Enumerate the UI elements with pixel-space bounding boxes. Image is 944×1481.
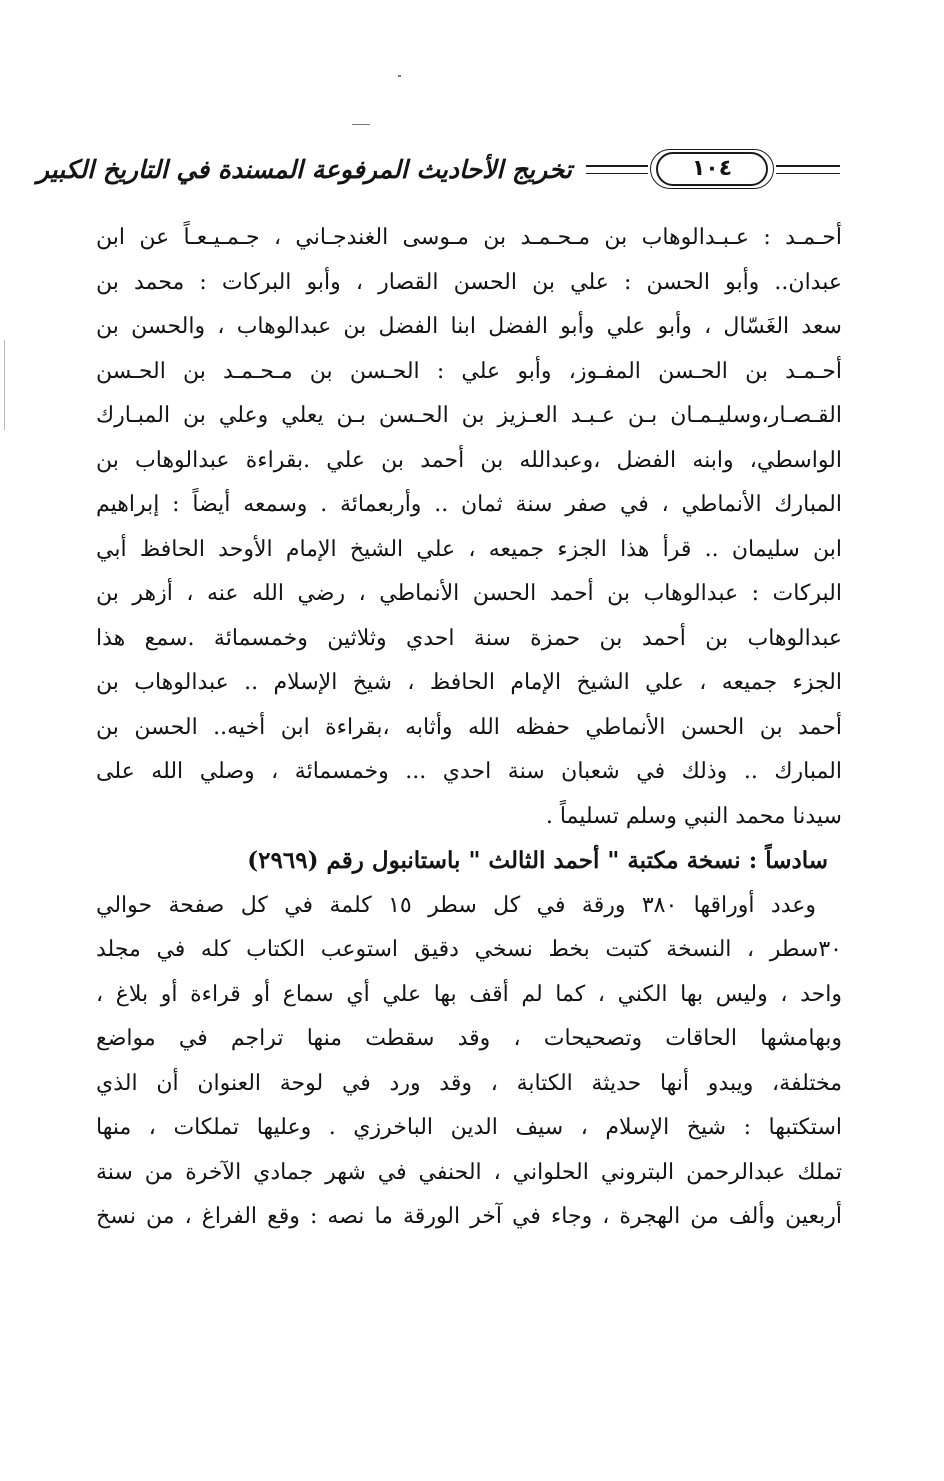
text-line: وعدد أوراقها ٣٨٠ ورقة في كل سطر ١٥ كلمة في كل صفحة حوالي xyxy=(96,892,816,918)
text-line: الواسطي، وابنه الفضل ،وعبدالله بن أحمد بن علي .بقراءة عبدالوهاب بن xyxy=(96,447,842,473)
text-line: سيدنا محمد النبي وسلم تسليماً . xyxy=(545,803,842,829)
scan-speck xyxy=(398,75,401,77)
header-title: تخريج الأحاديث المرفوعة المسندة في التاريخ الكبير xyxy=(36,155,572,184)
text-line: ٣٠سطر ، النسخة كتبت بخط نسخي دقيق استوعب الكتاب كله في مجلد xyxy=(96,937,842,962)
section-heading: سادساً : نسخة مكتبة " أحمد الثالث " باستانبول رقم (٢٩٦٩) xyxy=(247,847,828,874)
text-line: البركات : عبدالوهاب بن أحمد الحسن الأنماطي ، رضي الله عنه ، أزهر بن xyxy=(96,581,842,606)
text-line: أحـمـد : عـبـدالوهاب بن مـحـمـد بن مـوسى الغندجـاني ، جـمـيـعـاً عن ابن xyxy=(96,225,842,250)
text-line: أحـمـد بن الحـسن المفـوز، وأبو علي : الحـسن بن مـحـمـد بن الحـسن xyxy=(96,358,842,384)
header-rule-right xyxy=(776,165,840,174)
text-line: استكتبها : شيخ الإسلام ، سيف الدين الباخرزي . وعليها تملكات ، منها xyxy=(96,1115,842,1140)
text-line: المبارك .. وذلك في شعبان سنة احدي ... وخمسمائة ، وصلي الله على xyxy=(96,759,842,784)
body-text xyxy=(96,216,842,1240)
page-number: ١٠٤ xyxy=(691,156,733,181)
text-line: واحد ، وليس بها الكني ، كما لم أقف بها علي أي سماع أو قراءة أو بلاغ ، xyxy=(96,981,842,1007)
text-line: وبهامشها الحاقات وتصحيحات ، وقد سقطت منها تراجم في مواضع xyxy=(96,1026,842,1051)
scan-speck xyxy=(352,124,370,125)
text-line: المبارك الأنماطي ، في صفر سنة ثمان .. وأربعمائة . وسمعه أيضاً : إبراهيم xyxy=(96,492,842,517)
page-number-badge xyxy=(656,152,768,186)
header-rule-left xyxy=(586,165,648,174)
text-line: أحمد بن الحسن الأنماطي حفظه الله وأثابه ،بقراءة ابن أخيه.. الحسن بن xyxy=(96,714,842,740)
text-line: عبدالوهاب بن أحمد بن حمزة سنة احدي وثلاثين وخمسمائة .سمع هذا xyxy=(96,625,842,651)
text-line: تملك عبدالرحمن البتروني الحلواني ، الحنفي في شهر جمادي الآخرة من سنة xyxy=(96,1159,842,1185)
running-header xyxy=(36,150,840,194)
text-line: الجزء جميعه ، علي الشيخ الإمام الحافظ ، شيخ الإسلام .. عبدالوهاب بن xyxy=(96,670,842,695)
text-line: سعد الغَسّال ، وأبو علي وأبو الفضل ابنا الفضل بن عبدالوهاب ، والحسن بن xyxy=(96,314,842,339)
text-line: ابن سليمان .. قرأ هذا الجزء جميعه ، علي الشيخ الإمام الأوحد الحافظ أبي xyxy=(96,536,842,562)
scan-speck xyxy=(4,340,5,430)
text-line: مختلفة، ويبدو أنها حديثة الكتابة ، وقد ورد في لوحة العنوان أن الذي xyxy=(96,1070,842,1096)
text-line: القـصـار،وسليـمـان بـن عـبـد العـزيز بن الحـسن بـن يعلي وعلي بن المبـارك xyxy=(96,403,842,428)
text-line: عبدان.. وأبو الحسن : علي بن الحسن القصار ، وأبو البركات : محمد بن xyxy=(96,269,842,295)
text-line: أربعين وألف من الهجرة ، وجاء في آخر الورقة ما نصه : وقع الفراغ ، من نسخ xyxy=(96,1204,842,1229)
